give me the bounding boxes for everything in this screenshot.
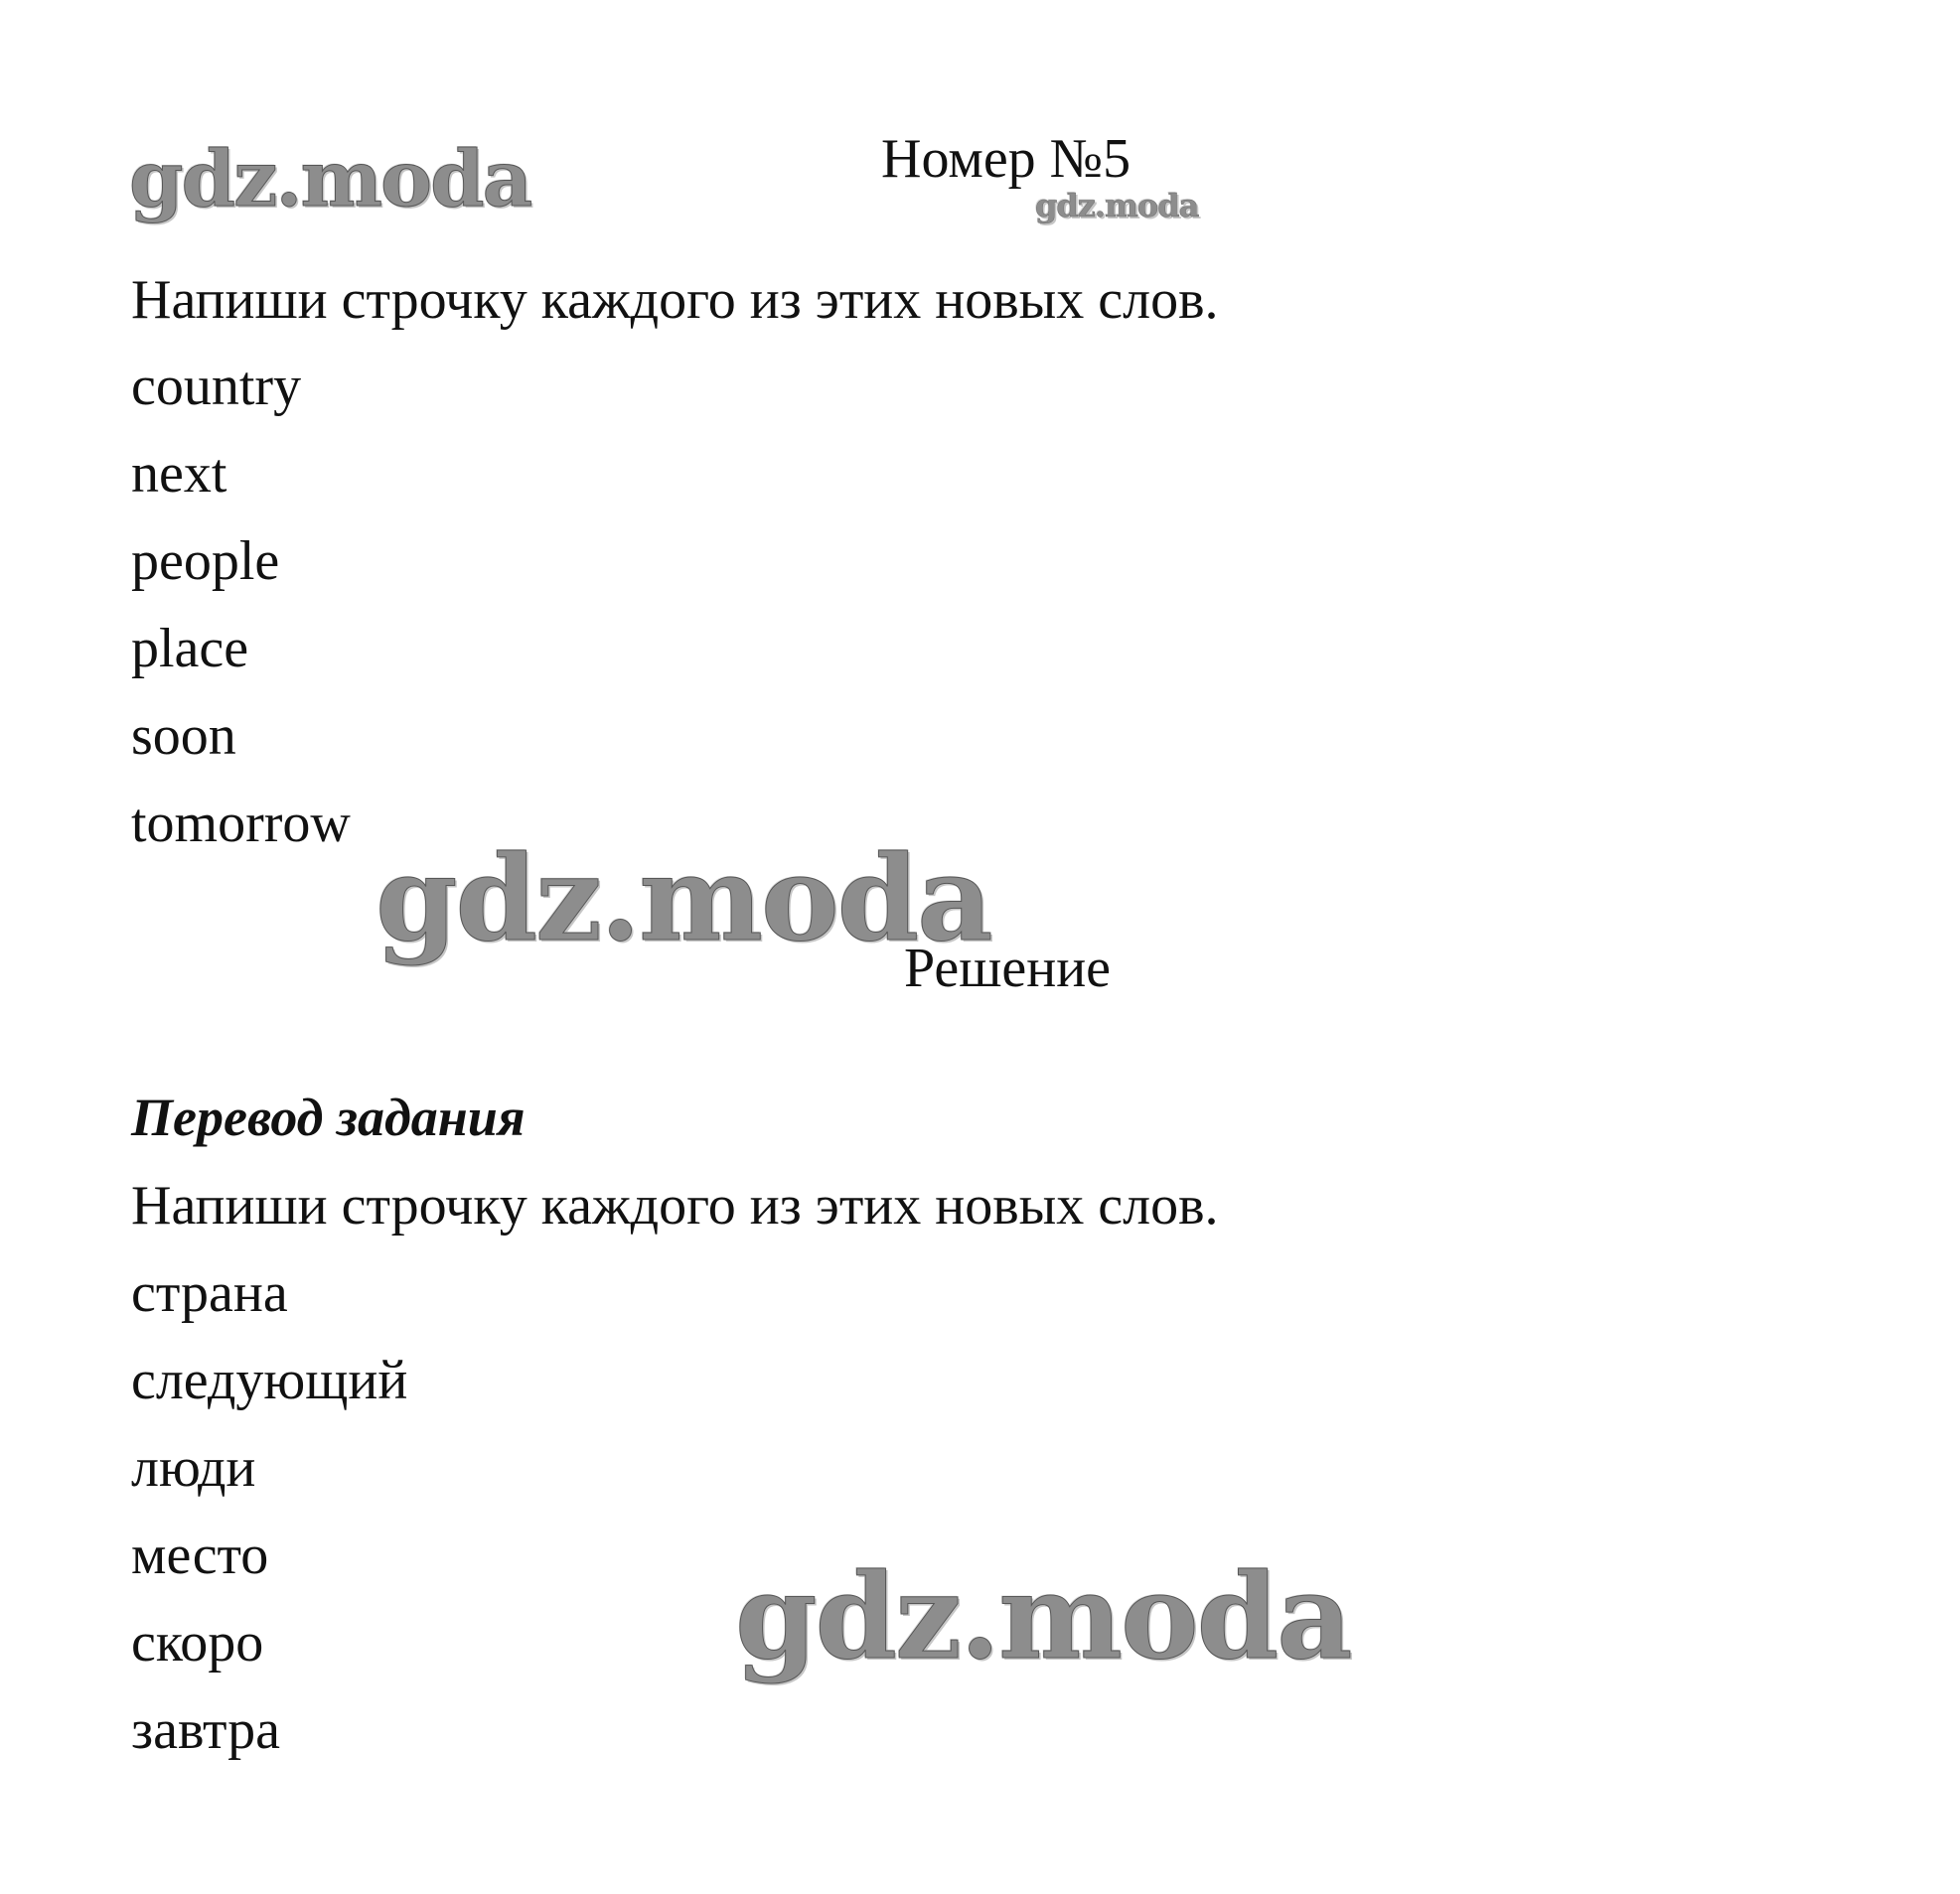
word-item: country [131,356,302,417]
translated-word-item: люди [131,1437,256,1499]
task-instruction: Напиши строчку каждого из этих новых слов. [131,269,1219,331]
watermark-logo: gdz.moda [129,134,531,224]
watermark-logo: gdz.moda [735,1547,1351,1685]
translation-title: Перевод задания [131,1088,526,1147]
watermark-logo: gdz.moda [1035,187,1199,224]
word-item: people [131,530,280,592]
word-item: place [131,618,249,679]
translated-word-item: следующий [131,1350,408,1411]
word-item: soon [131,705,236,767]
translated-word-item: завтра [131,1699,281,1761]
translated-word-item: место [131,1525,269,1586]
word-item: next [131,443,227,505]
translated-word-item: страна [131,1262,288,1324]
page-title: Номер №5 [881,128,1131,190]
watermark-logo: gdz.moda [376,829,991,967]
translation-instruction: Напиши строчку каждого из этих новых слов. [131,1175,1219,1237]
translated-word-item: скоро [131,1612,264,1674]
solution-label: Решение [904,938,1112,999]
word-item: tomorrow [131,793,351,854]
